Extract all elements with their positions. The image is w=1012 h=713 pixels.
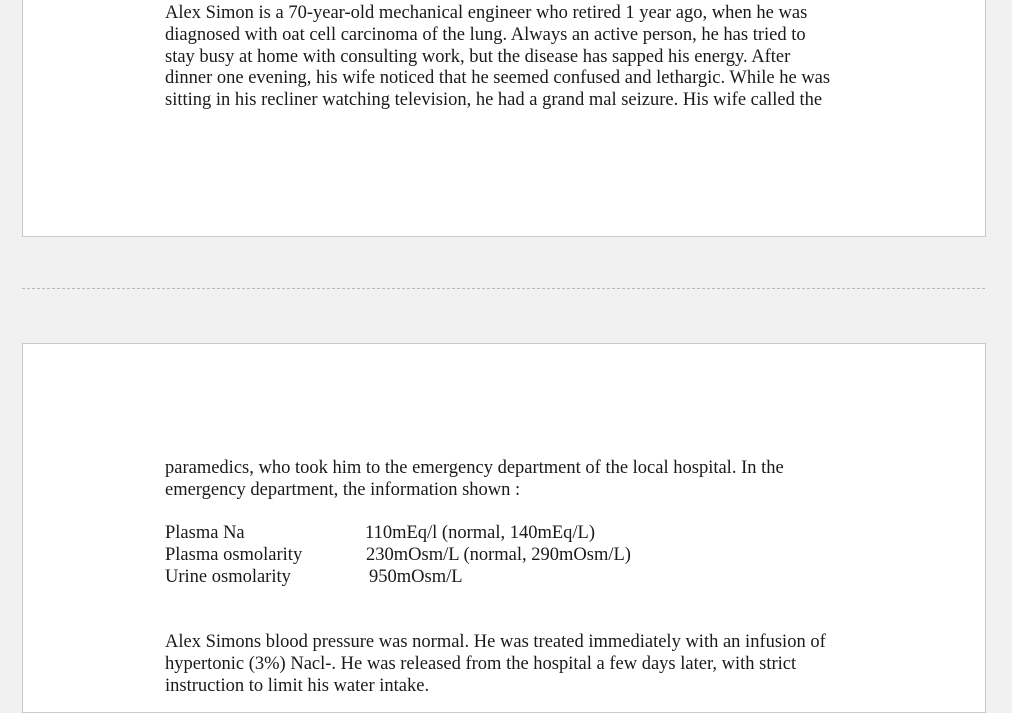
document-page-1 — [22, 0, 986, 237]
case-paragraph-intro — [165, 3, 830, 112]
text-line: sitting in his recliner watching television, he had a grand mal seizure. His wife called the — [165, 90, 823, 111]
text-line: Alex Simon is a 70-year-old mechanical engineer who retired 1 year ago, when he was — [165, 3, 808, 23]
case-paragraph-continued — [165, 458, 784, 502]
text-line: stay busy at home with consulting work, but the disease has sapped his energy. After — [165, 46, 791, 67]
page-break-divider — [22, 288, 985, 289]
lab-value: 230mOsm/L (normal, 290mOsm/L) — [366, 544, 631, 565]
text-line: paramedics, who took him to the emergency department of the local hospital. In the — [165, 458, 784, 478]
document-page-2 — [22, 343, 986, 713]
lab-name: Plasma osmolarity — [165, 544, 303, 565]
lab-name: Plasma Na — [165, 523, 245, 543]
text-line: hypertonic (3%) Nacl-. He was released from the hospital a few days later, with strict — [165, 653, 797, 674]
text-line: dinner one evening, his wife noticed that he seemed confused and lethargic. While he was — [165, 68, 831, 89]
lab-value: 950mOsm/L — [369, 566, 463, 587]
text-line: Alex Simons blood pressure was normal. He was treated immediately with an infusion of — [165, 632, 826, 652]
lab-name: Urine osmolarity — [165, 566, 291, 587]
lab-value: 110mEq/l (normal, 140mEq/L) — [365, 523, 596, 543]
text-line: instruction to limit his water intake. — [165, 675, 430, 696]
text-line: diagnosed with oat cell carcinoma of the lung. Always an active person, he has tried to — [165, 24, 806, 45]
text-line: emergency department, the information shown : — [165, 479, 521, 500]
case-paragraph-treatment — [165, 632, 826, 697]
